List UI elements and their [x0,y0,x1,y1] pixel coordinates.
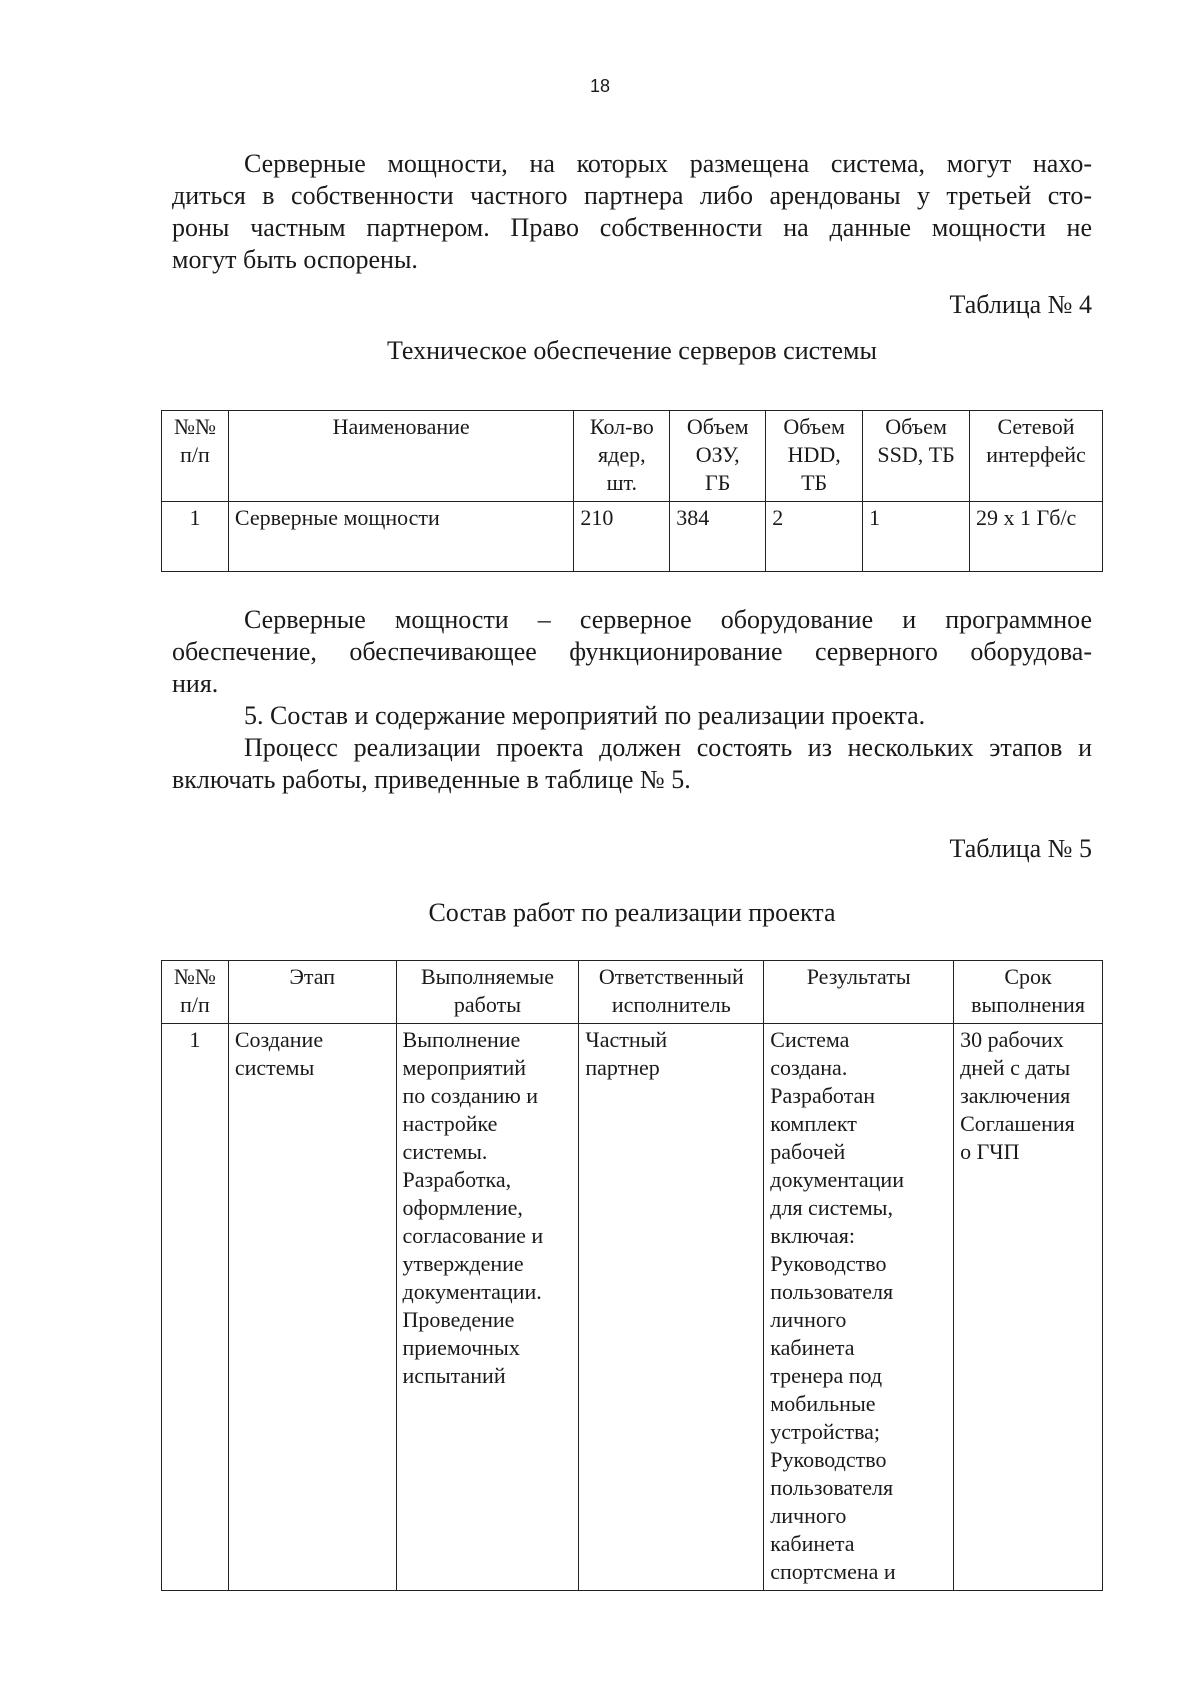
cell-line: для системы, [770,1195,893,1220]
table4-title: Техническое обеспечение серверов системы [387,336,877,365]
table-header-row [162,961,1103,1024]
cell-line: Соглашения [960,1111,1075,1136]
cell-line: устройства; [770,1419,881,1444]
table-header-cell: Срок выполнения [954,961,1103,1024]
table5-title: Состав работ по реализации проекта [428,898,836,927]
cell-line: системы [234,1055,315,1080]
text-line: могут быть оспорены. [172,245,418,274]
table-header-cell: Объем HDD, ТБ [766,411,863,502]
cell-line: настройке [402,1111,498,1136]
cell-line: пользователя [770,1475,894,1500]
table-header-cell: Кол-во ядер, шт. [574,411,670,502]
text-line: включать работы, приведенные в таблице № 5. [172,765,691,794]
table-header-cell: Объем SSD, ТБ [863,411,970,502]
cell-line: Частный [585,1027,668,1052]
cell-line: личного [770,1503,847,1528]
cell-line: личного [770,1307,847,1332]
table-cell-results [764,1024,954,1591]
table-header-cell: Наименование [228,411,573,502]
cell-line: Руководство [770,1251,887,1276]
intro-paragraph [172,148,1092,276]
cell-line: Создание [234,1027,324,1052]
table-row [162,1024,1103,1591]
page-number: 18 [589,76,611,96]
cell-line: спортсмена и [770,1559,896,1584]
table-header-cell: №№ п/п [162,961,229,1024]
cell-line: дней с даты [960,1055,1071,1080]
text-line: диться в собственности частного партнера либо арендованы у третьей сто- [172,181,1092,210]
cell-line: оформление, [402,1195,523,1220]
cell-line: Руководство [770,1447,887,1472]
cell-line: документации. [402,1279,542,1304]
cell-line: системы. [402,1139,488,1164]
text-line: обеспечение, обеспечивающее функционирование серверного оборудова- [172,637,1092,666]
cell-line: создана. [770,1055,848,1080]
table-cell: 1 [162,502,229,572]
cell-line: включая: [770,1223,855,1248]
cell-line: испытаний [402,1363,506,1388]
text-line: Серверные мощности – серверное оборудование и программное [244,605,1092,634]
cell-line: Разработан [770,1083,876,1108]
cell-line: 30 рабочих [960,1027,1064,1052]
cell-line: тренера под [770,1363,883,1388]
cell-line: партнер [585,1055,660,1080]
table-cell-responsible [579,1024,764,1591]
table-header-cell: Этап [228,961,396,1024]
table-header-cell: Результаты [764,961,954,1024]
table-cell: 2 [766,502,863,572]
table-cell: 210 [574,502,670,572]
cell-line: кабинета [770,1335,855,1360]
table5-label: Таблица № 5 [949,834,1092,863]
cell-line: заключения [960,1083,1071,1108]
cell-line: о ГЧП [960,1139,1020,1164]
cell-line: рабочей [770,1139,846,1164]
table-header-cell: №№ п/п [162,411,229,502]
section-heading: 5. Состав и содержание мероприятий по реализации проекта. [244,701,926,730]
table-header-cell: Сетевой интерфейс [970,411,1103,502]
text-line: Серверные мощности, на которых размещена система, могут нахо- [244,149,1092,178]
table-row [162,502,1103,572]
cell-line: по созданию и [402,1083,539,1108]
cell-line: документации [770,1167,904,1192]
table-cell: 384 [670,502,766,572]
cell-line: пользователя [770,1279,894,1304]
cell-line: мероприятий [402,1055,527,1080]
table-cell: Серверные мощности [228,502,573,572]
table4-label: Таблица № 4 [949,290,1092,319]
cell-line: Проведение [402,1307,515,1332]
table-header-cell: Объем ОЗУ, ГБ [670,411,766,502]
table-header-cell: Выполняемые работы [396,961,579,1024]
text-line: роны частным партнером. Право собственности на данные мощности не [172,213,1092,242]
table-header-cell: Ответственный исполнитель [579,961,764,1024]
table4 [161,410,1103,572]
cell-line: согласование и [402,1223,544,1248]
table-cell: 29 х 1 Гб/с [970,502,1103,572]
cell-line: приемочных [402,1335,520,1360]
table-cell-stage [228,1024,396,1591]
text-line: ния. [172,669,219,698]
table-header-row [162,411,1103,502]
cell-line: утверждение [402,1251,524,1276]
cell-line: кабинета [770,1531,855,1556]
table-cell-term [954,1024,1103,1591]
table-cell-works [396,1024,579,1591]
table-cell: 1 [863,502,970,572]
cell-line: Выполнение [402,1027,521,1052]
text-line: Процесс реализации проекта должен состоять из нескольких этапов и [244,733,1092,762]
cell-line: Система [770,1027,850,1052]
cell-line: мобильные [770,1391,876,1416]
cell-line: Разработка, [402,1167,512,1192]
cell-line: комплект [770,1111,857,1136]
body-paragraph [172,604,1092,796]
table-cell: 1 [162,1024,229,1591]
table5 [161,960,1103,1591]
